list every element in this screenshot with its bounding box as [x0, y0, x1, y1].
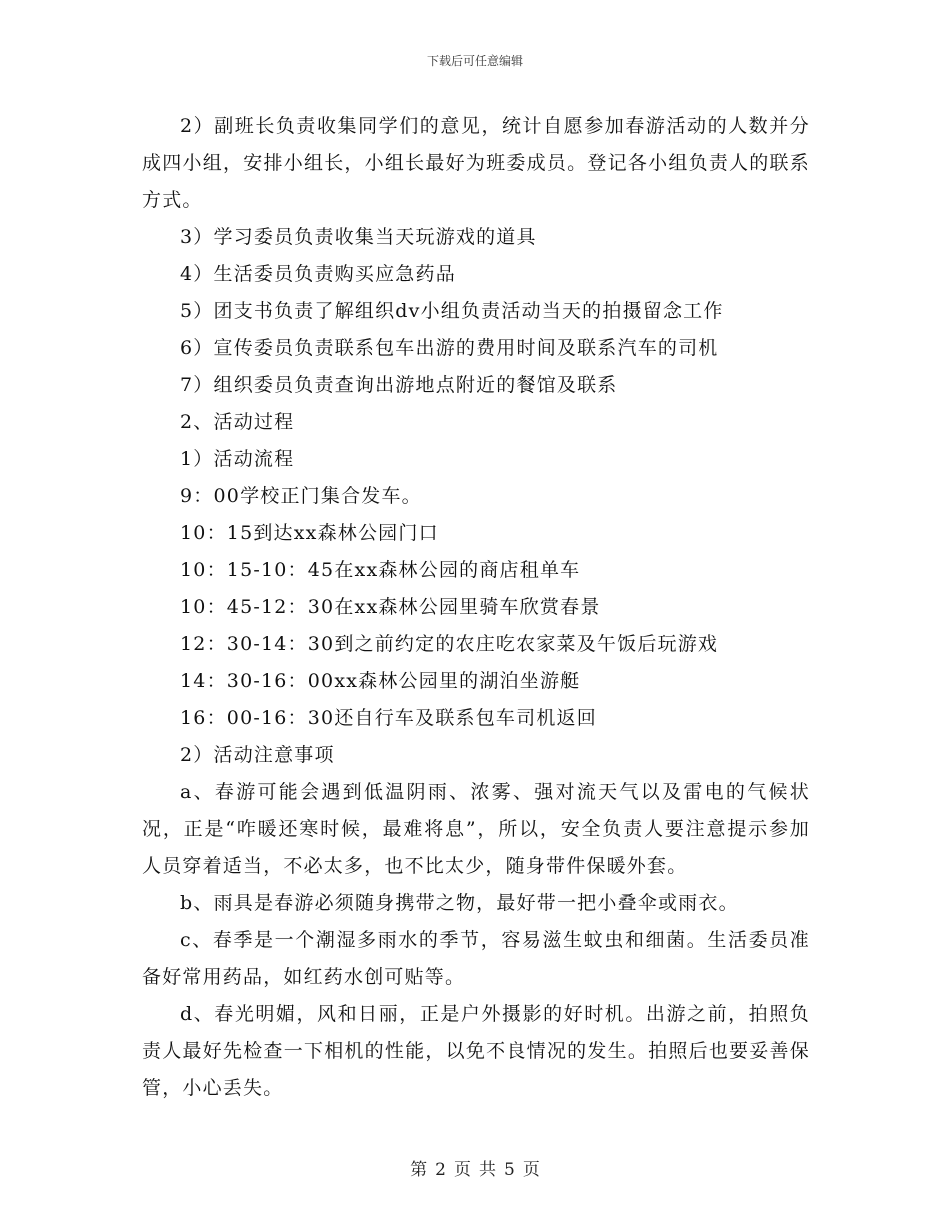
- schedule-item: 12：30-14：30到之前约定的农庄吃农家菜及午饭后玩游戏: [180, 633, 719, 655]
- footer-page-word: 页: [454, 1160, 471, 1180]
- footer-prefix: 第: [410, 1160, 428, 1180]
- page-header: 下载后可任意编辑: [426, 54, 523, 68]
- footer-suffix: 页: [522, 1160, 540, 1180]
- footer-total-word: 共: [479, 1160, 496, 1180]
- schedule-item: 14：30-16：00xx森林公园里的湖泊坐游艇: [180, 670, 581, 692]
- paragraph: a、春游可能会遇到低温阴雨、浓雾、强对流天气以及雷电的气候状况，正是“咋暖还寒时候，最难将息”，所以，安全负责人要注意提示参加人员穿着适当，不必太多，也不比太少，随身带件保暖外套。: [142, 781, 810, 877]
- paragraph: b、雨具是春游必须随身携带之物，最好带一把小叠伞或雨衣。: [180, 892, 739, 914]
- section-heading: 2、活动过程: [180, 411, 295, 433]
- document-body: [142, 108, 810, 1107]
- paragraph: 2）副班长负责收集同学们的意见，统计自愿参加春游活动的人数并分成四小组，安排小组长，小组长最好为班委成员。登记各小组负责人的联系方式。: [142, 115, 810, 211]
- paragraph: 7）组织委员负责查询出游地点附近的餐馆及联系: [180, 374, 618, 396]
- schedule-item: 10：15-10：45在xx森林公园的商店租单车: [180, 559, 581, 581]
- paragraph: 3）学习委员负责收集当天玩游戏的道具: [180, 226, 537, 248]
- schedule-item: 10：45-12：30在xx森林公园里骑车欣赏春景: [180, 596, 601, 618]
- paragraph: 4）生活委员负责购买应急药品: [180, 263, 456, 285]
- subsection-heading: 1）活动流程: [180, 448, 295, 470]
- paragraph: 6）宣传委员负责联系包车出游的费用时间及联系汽车的司机: [180, 337, 719, 359]
- current-page-number: 2: [435, 1160, 446, 1180]
- schedule-item: 9：00学校正门集合发车。: [180, 485, 422, 507]
- paragraph: 5）团支书负责了解组织dv小组负责活动当天的拍摄留念工作: [180, 300, 724, 322]
- subsection-heading: 2）活动注意事项: [180, 744, 335, 766]
- schedule-item: 16：00-16：30还自行车及联系包车司机返回: [180, 707, 597, 729]
- paragraph: c、春季是一个潮湿多雨水的季节，容易滋生蚊虫和细菌。生活委员准备好常用药品，如红药水创可贴等。: [142, 929, 810, 988]
- paragraph: d、春光明媚，风和日丽，正是户外摄影的好时机。出游之前，拍照负责人最好先检查一下相机的性能，以免不良情况的发生。拍照后也要妥善保管，小心丢失。: [142, 1003, 810, 1099]
- page-footer: [0, 1155, 950, 1180]
- schedule-item: 10：15到达xx森林公园门口: [180, 522, 439, 544]
- total-pages-number: 5: [504, 1160, 515, 1180]
